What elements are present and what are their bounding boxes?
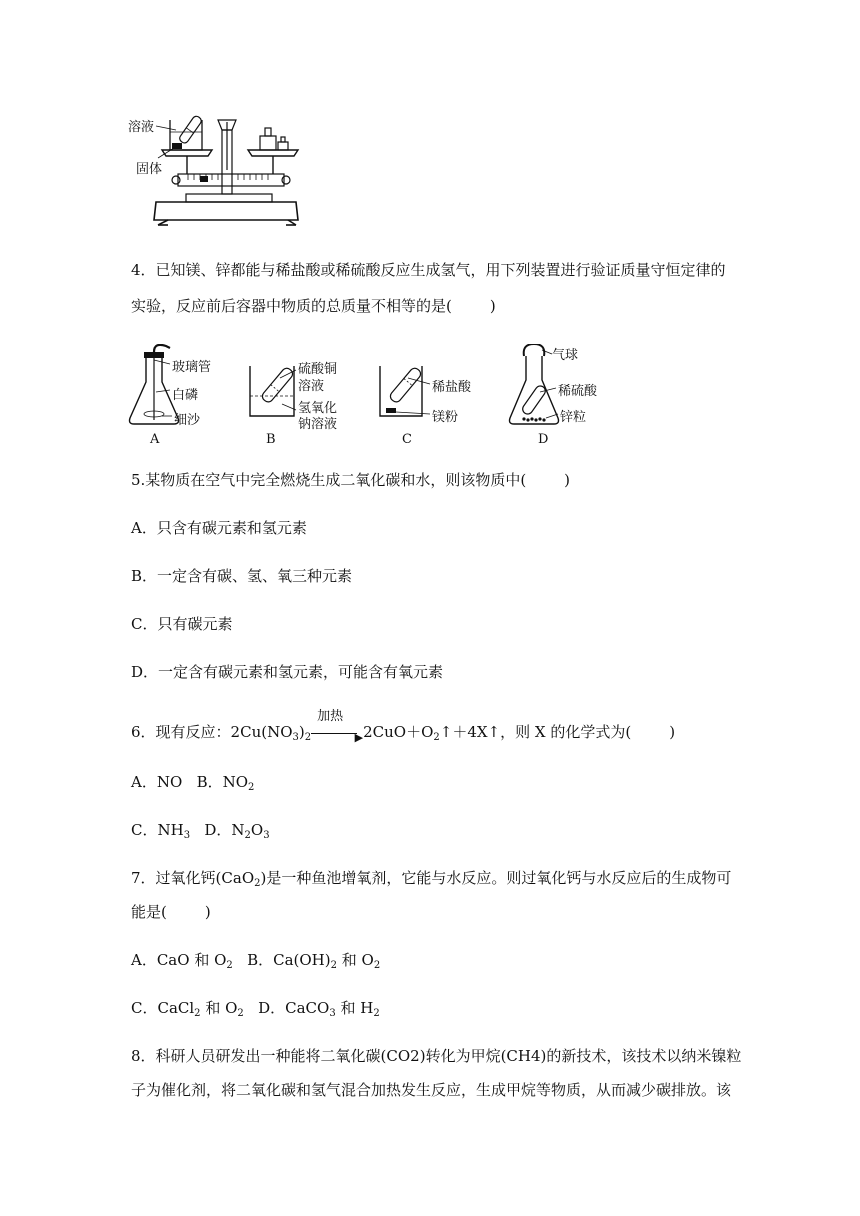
q7-option-d-mid: 和 H	[335, 999, 374, 1017]
label-solid: 固体	[136, 162, 163, 177]
q6-mid1: )	[298, 723, 305, 741]
c-letter: C	[402, 432, 412, 447]
q5-option-b: B．一定含有碳、氢、氧三种元素	[131, 567, 353, 585]
b-label-cuso4-1: 硫酸铜	[298, 362, 338, 377]
d-letter: D	[538, 432, 549, 447]
q7-option-c-sub2: 2	[237, 1008, 244, 1019]
q7-option-d-sub2: 2	[373, 1008, 380, 1019]
q4-line2-close: )	[489, 297, 496, 315]
q6-condition: 加热	[317, 709, 344, 724]
q7-option-d: D．CaCO	[258, 999, 330, 1017]
q6-sub2: 2	[304, 732, 312, 743]
b-label-naoh-2: 钠溶液	[298, 417, 338, 432]
a-label-fine-sand: 细沙	[174, 413, 201, 428]
q6-products-b: ↑＋4X↑，则 X 的化学式为(	[439, 723, 632, 741]
q7-option-b-mid: 和 O	[336, 951, 374, 969]
b-label-cuso4-2: 溶液	[298, 379, 325, 394]
a-label-white-phosphorus: 白磷	[172, 388, 199, 403]
q6-option-c: C．NH	[131, 821, 184, 839]
q5-option-a: A．只含有碳元素和氢元素	[131, 519, 307, 537]
q6-option-d-sub2: 3	[263, 830, 270, 841]
q6-option-d: D．N	[204, 821, 245, 839]
d-label-balloon: 气球	[552, 348, 579, 363]
b-label-naoh-1: 氢氧化	[298, 401, 338, 416]
d-label-h2so4: 稀硫酸	[558, 384, 598, 399]
q6-products-a: 2CuO＋O	[363, 723, 434, 741]
balance-figure	[128, 110, 328, 234]
q4-apparatus-figure	[126, 344, 626, 450]
q6-sub1: 3	[292, 732, 299, 743]
q6-option-b: B．NO	[196, 773, 249, 791]
q7-line2-text: 能是(	[131, 903, 167, 921]
q7-option-c-sub: 2	[194, 1008, 201, 1019]
q7-option-a-sub: 2	[226, 960, 233, 971]
a-letter: A	[150, 432, 160, 447]
q4-line1: 4．已知镁、锌都能与稀盐酸或稀硫酸反应生成氢气，用下列装置进行验证质量守恒定律的	[131, 261, 726, 279]
q6-option-a: A．NO	[131, 773, 183, 791]
q4-line2-text: 实验，反应前后容器中物质的总质量不相等的是(	[131, 297, 452, 315]
q7-option-b: B．Ca(OH)	[247, 951, 331, 969]
q8-line2: 子为催化剂，将二氧化碳和氢气混合加热发生反应，生成甲烷等物质，从而减少碳排放。该	[131, 1081, 732, 1099]
c-label-mg: 镁粉	[432, 410, 459, 425]
q6-option-d-mid: O	[250, 821, 264, 839]
q7-option-b-sub: 2	[330, 960, 337, 971]
q7-option-b-sub2: 2	[373, 960, 381, 971]
q6-option-c-sub: 3	[183, 830, 191, 841]
q7-line1-sub: 2	[254, 878, 261, 889]
b-letter: B	[266, 432, 276, 447]
q5-option-d: D．一定含有碳元素和氢元素，可能含有氧元素	[131, 663, 444, 681]
q5-stem	[131, 469, 570, 491]
d-label-zn: 锌粒	[560, 410, 587, 425]
c-label-hcl: 稀盐酸	[432, 380, 472, 395]
q7-line1	[131, 867, 731, 889]
q4-line2	[131, 295, 496, 317]
q7-line1-post: )是一种鱼池增氧剂，它能与水反应。则过氧化钙与水反应后的生成物可	[260, 869, 732, 887]
q7-line1-pre: 7．过氧化钙(CaO	[131, 869, 255, 887]
q5-stem-close: )	[564, 471, 571, 489]
q7-option-c: C．CaCl	[131, 999, 195, 1017]
q6-options-ab	[131, 771, 254, 793]
q7-option-c-mid: 和 O	[200, 999, 238, 1017]
q7-line2	[131, 901, 211, 923]
q7-option-a: A．CaO 和 O	[131, 951, 227, 969]
q8-line1: 8．科研人员研发出一种能将二氧化碳(CO2)转化为甲烷(CH4)的新技术，该技术以纳米镍粒	[131, 1047, 742, 1065]
q7-options-cd	[131, 997, 380, 1019]
q6-stem	[131, 709, 676, 744]
label-solution: 溶液	[128, 120, 155, 135]
q6-option-b-sub: 2	[248, 782, 255, 793]
q6-options-cd	[131, 819, 270, 841]
q6-prefix: 6．现有反应：2Cu(NO	[131, 723, 293, 741]
q7-line2-close: )	[204, 903, 211, 921]
q5-stem-text: 5.某物质在空气中完全燃烧生成二氧化碳和水，则该物质中(	[131, 471, 527, 489]
q6-close: )	[669, 723, 676, 741]
q7-option-d-sub: 3	[329, 1008, 336, 1019]
q5-option-c: C．只有碳元素	[131, 615, 233, 633]
a-label-glass-tube: 玻璃管	[172, 360, 212, 375]
q6-reaction-arrow: 加热 ▶	[311, 726, 363, 740]
q6-option-d-sub1: 2	[244, 830, 251, 841]
q6-sub3: 2	[433, 732, 440, 743]
q7-options-ab	[131, 949, 380, 971]
